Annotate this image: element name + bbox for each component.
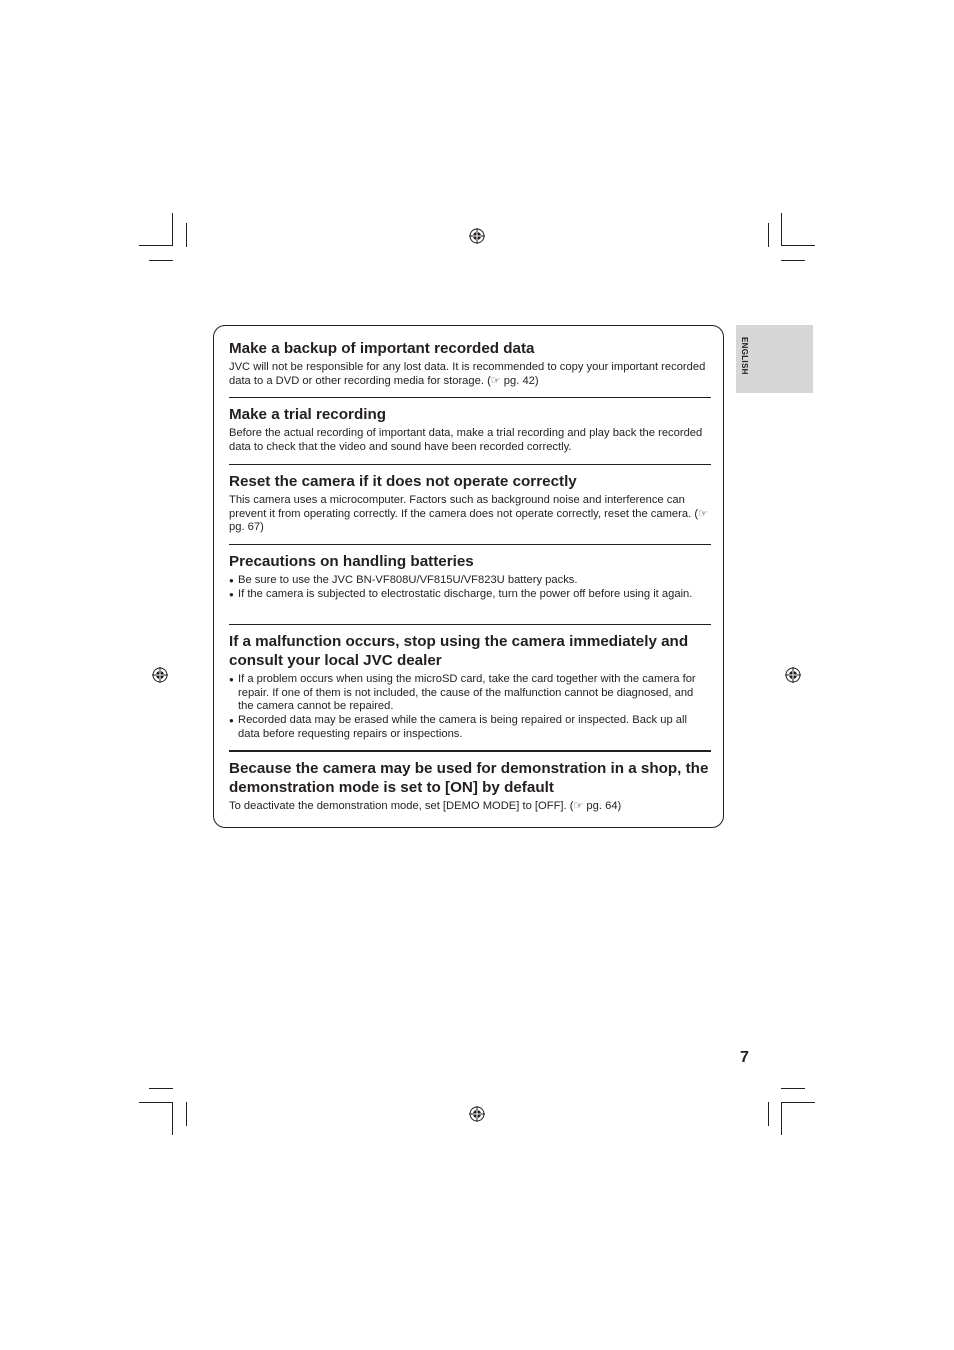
crop-mark xyxy=(768,223,769,247)
bullet-list xyxy=(229,574,711,601)
crop-mark xyxy=(139,245,172,246)
section-title: Because the camera may be used for demonstration in a shop, the demonstration mode is set to [ON] by default xyxy=(229,760,709,796)
section-body: To deactivate the demonstration mode, set [DEMO MODE] to [OFF]. (☞ pg. 64) xyxy=(229,800,622,812)
crop-mark xyxy=(781,213,782,246)
crop-mark xyxy=(781,1102,782,1135)
section-body: Before the actual recording of important data, make a trial recording and play back the recorded data to check that the video and sound have been recorded correctly. xyxy=(229,427,703,453)
section-trial-recording xyxy=(229,405,711,454)
list-item: ● If the camera is subjected to electrostatic discharge, turn the power off before using it again. xyxy=(229,588,711,602)
crop-mark xyxy=(781,260,805,261)
language-tab-label: ENGLISH xyxy=(740,337,749,375)
registration-mark-icon xyxy=(469,228,485,244)
registration-mark-icon xyxy=(469,1106,485,1122)
registration-mark-icon xyxy=(152,667,168,683)
section-backup xyxy=(229,339,711,388)
crop-mark xyxy=(172,1102,173,1135)
section-batteries xyxy=(229,552,711,601)
section-title: Make a backup of important recorded data xyxy=(229,340,535,357)
page-number: 7 xyxy=(740,1049,749,1066)
list-item: ● Recorded data may be erased while the camera is being repaired or inspected. Back up all data before requesting repairs or inspections. xyxy=(229,714,711,741)
section-divider xyxy=(229,750,711,752)
registration-mark-icon xyxy=(785,667,801,683)
crop-mark xyxy=(149,260,173,261)
section-body: JVC will not be responsible for any lost data. It is recommended to copy your important recorded data to a DVD or other recording media for storage. (☞ pg. 42) xyxy=(229,361,706,387)
section-divider xyxy=(229,464,711,465)
crop-mark xyxy=(782,1102,815,1103)
section-divider xyxy=(229,544,711,545)
language-tab xyxy=(736,325,813,393)
reference-icon: ☞ xyxy=(490,374,501,387)
section-divider xyxy=(229,624,711,625)
reference-icon: ☞ xyxy=(573,800,584,812)
section-reset-camera xyxy=(229,472,711,535)
section-demo-mode xyxy=(229,759,711,814)
section-divider xyxy=(229,397,711,398)
crop-mark xyxy=(149,1088,173,1089)
reference-icon: ☞ xyxy=(698,507,708,520)
section-title: Reset the camera if it does not operate correctly xyxy=(229,473,577,490)
list-item: ● Be sure to use the JVC BN-VF808U/VF815U/VF823U battery packs. xyxy=(229,574,711,588)
section-body: This camera uses a microcomputer. Factors such as background noise and interference can prevent it from operating correctly. If the camera does not operate correctly, reset the camera. (☞ pg. 67) xyxy=(229,494,708,534)
section-title: If a malfunction occurs, stop using the camera immediately and consult your local JVC dealer xyxy=(229,633,689,669)
section-malfunction xyxy=(229,632,711,742)
crop-mark xyxy=(768,1102,769,1126)
bullet-list xyxy=(229,673,711,742)
crop-mark xyxy=(172,213,173,246)
crop-mark xyxy=(782,245,815,246)
crop-mark xyxy=(186,223,187,247)
section-title: Precautions on handling batteries xyxy=(229,553,474,570)
crop-mark xyxy=(781,1088,805,1089)
section-title: Make a trial recording xyxy=(229,406,386,423)
list-item: ● If a problem occurs when using the microSD card, take the card together with the camera for repair. If one of them is not included, the cause of the malfunction cannot be diagnosed, and the camera cannot be repaired. xyxy=(229,673,711,714)
crop-mark xyxy=(186,1102,187,1126)
crop-mark xyxy=(139,1102,172,1103)
